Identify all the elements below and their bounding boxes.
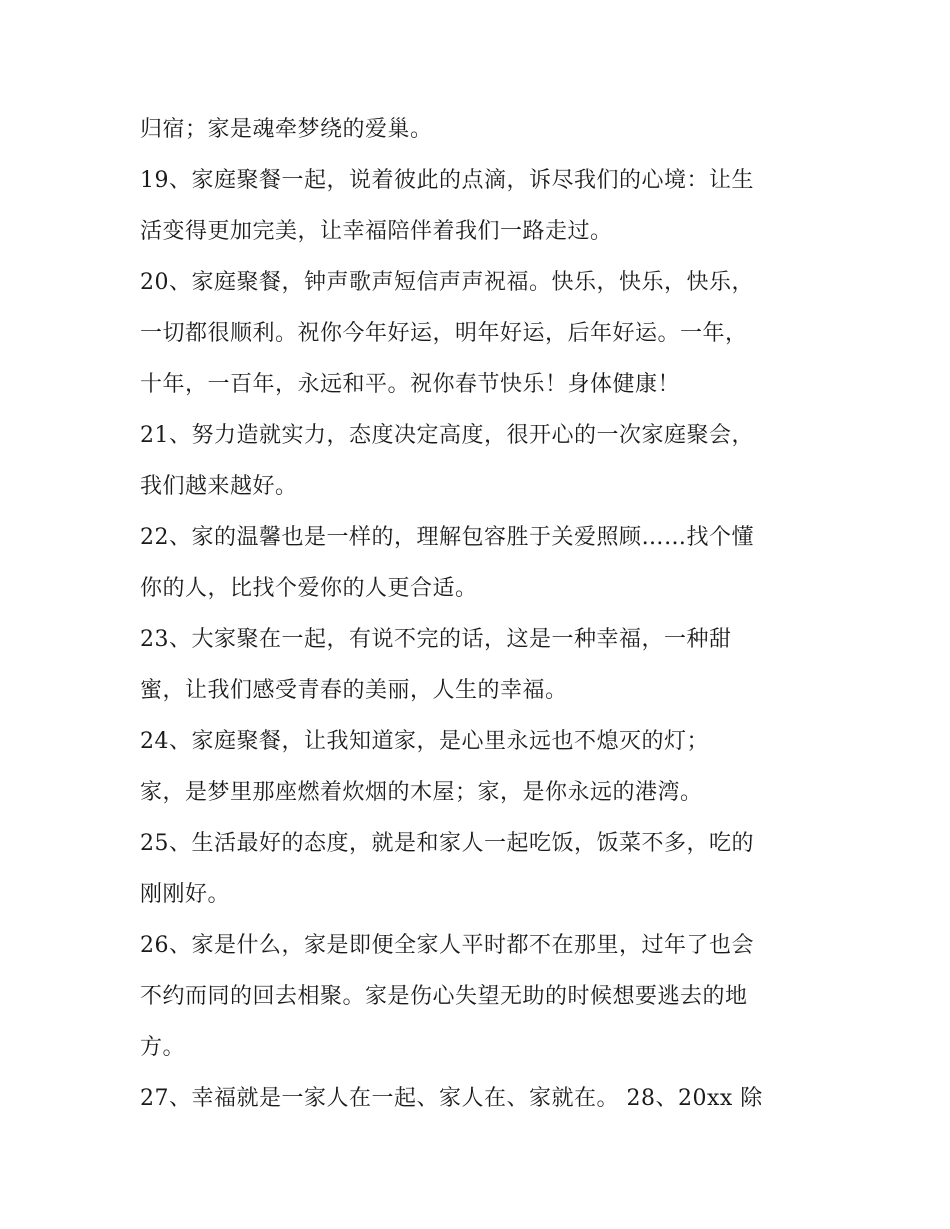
text-line: 22、家的温馨也是一样的，理解包容胜于关爱照顾……找个懂 — [140, 525, 754, 550]
text-line: 25、生活最好的态度，就是和家人一起吃饭，饭菜不多，吃的 — [140, 831, 754, 856]
text-line: 19、家庭聚餐一起，说着彼此的点滴，诉尽我们的心境：让生 — [140, 168, 754, 193]
text-line: 26、家是什么，家是即便全家人平时都不在那里，过年了也会 — [140, 933, 754, 958]
text-line: 我们越来越好。 — [140, 474, 298, 499]
text-line: 27、幸福就是一家人在一起、家人在、家就在。 28、20xx 除 — [140, 1086, 763, 1111]
text-line: 不约而同的回去相聚。家是伤心失望无助的时候想要逃去的地 — [140, 984, 748, 1009]
text-line: 刚刚好。 — [140, 882, 231, 907]
text-line: 家，是梦里那座燃着炊烟的木屋；家，是你永远的港湾。 — [140, 780, 703, 805]
text-line: 方。 — [140, 1035, 186, 1060]
text-line: 你的人，比找个爱你的人更合适。 — [140, 576, 478, 601]
text-line: 蜜，让我们感受青春的美丽，人生的幸福。 — [140, 678, 568, 703]
text-line: 一切都很顺利。祝你今年好运，明年好运，后年好运。一年， — [140, 321, 748, 346]
text-line: 21、努力造就实力，态度决定高度，很开心的一次家庭聚会， — [140, 423, 754, 448]
text-line: 归宿；家是魂牵梦绕的爱巢。 — [140, 117, 433, 142]
document-body — [140, 104, 830, 1124]
text-line: 活变得更加完美，让幸福陪伴着我们一路走过。 — [140, 219, 613, 244]
text-line: 20、家庭聚餐，钟声歌声短信声声祝福。快乐，快乐，快乐， — [140, 270, 754, 295]
text-line: 23、大家聚在一起，有说不完的话，这是一种幸福，一种甜 — [140, 627, 732, 652]
text-line: 十年，一百年，永远和平。祝你春节快乐！身体健康！ — [140, 372, 681, 397]
text-line: 24、家庭聚餐，让我知道家，是心里永远也不熄灭的灯； — [140, 729, 709, 754]
